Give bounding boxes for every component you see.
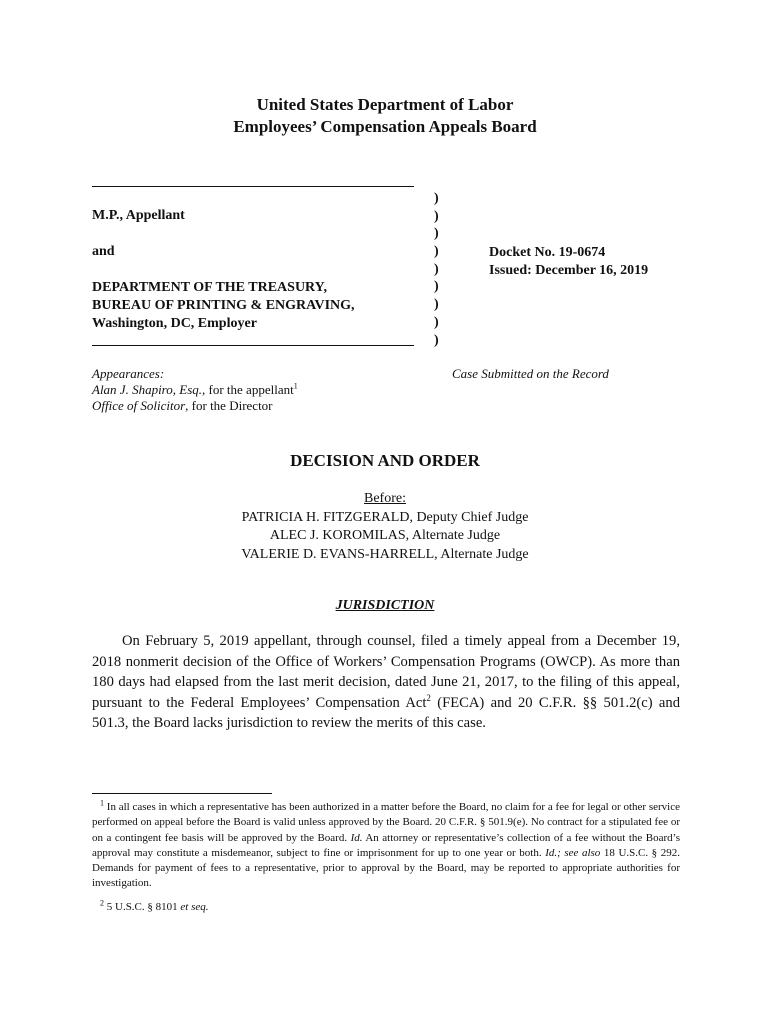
appearances-block [92, 366, 298, 414]
jurisdiction-paragraph [92, 631, 680, 734]
caption-paren: ) [434, 244, 439, 260]
caption-paren: ) [434, 332, 439, 348]
footnote-separator [92, 793, 272, 794]
caption-employer-line1: DEPARTMENT OF THE TREASURY, [92, 280, 327, 295]
appellant-rep-name: Alan J. Shapiro, Esq., [92, 382, 206, 397]
footnote-2-et-seq: et seq. [180, 900, 209, 913]
docket-number: Docket No. 19-0674 [489, 245, 606, 260]
caption-parentheses [434, 190, 439, 349]
caption-paren: ) [434, 297, 439, 313]
document-header [0, 94, 770, 138]
judge-name: PATRICIA H. FITZGERALD, Deputy Chief Judge [241, 509, 529, 525]
footnote-1-number: 1 [100, 798, 104, 808]
caption-paren: ) [434, 279, 439, 295]
caption-employer-line2: BUREAU OF PRINTING & ENGRAVING, [92, 298, 355, 313]
caption-top-rule [92, 186, 414, 187]
footnote-1-text-a: In all cases in which a representative has been authorized in a matter before the Board, no claim for a fee for legal or other service performed on appeal before the Board is valid unless approved by the Board. 20 C.F.R. § 501.9(e). No contract for a stipulated fee or on a contingent fee basis will be approved by the Board. [92, 801, 680, 844]
caption-paren: ) [434, 226, 439, 242]
appearance-director [92, 398, 298, 414]
docket-info [489, 244, 648, 280]
footnote-1-id: Id. [350, 831, 363, 844]
appellant-rep-role: for the appellant [205, 382, 294, 397]
jurisdiction-text-part2: (FECA) and 20 C.F.R. §§ 501.2(c) and 501.3, the Board lacks jurisdiction to review the merits of this case. [92, 694, 680, 731]
appearance-appellant [92, 382, 298, 398]
director-rep-role: , for the Director [185, 398, 273, 413]
footnotes [92, 800, 680, 915]
header-board: Employees’ Compensation Appeals Board [233, 117, 537, 136]
jurisdiction-text-part1: On February 5, 2019 appellant, through counsel, filed a timely appeal from a December 19, 2018 nonmerit decision of the Office of Workers’ Compensation Programs (OWCP). As more than 180 days had elapsed from the last merit decision, dated June 21, 2017, to the filing of this appeal, pursuant to the Federal Employees’ Compensation Act [92, 633, 680, 711]
caption-bottom-rule [92, 345, 414, 346]
footnote-1 [92, 800, 680, 892]
appearances-label: Appearances: [92, 366, 165, 381]
caption-paren: ) [434, 191, 439, 206]
footnote-1-text-c: 18 U.S.C. § 292. Demands for payment of fees to a representative, prior to approval by the Board, may be reported to appropriate authorities for investigation. [92, 846, 680, 890]
case-submitted-note: Case Submitted on the Record [452, 366, 609, 381]
footnote-1-text-b: An attorney or representative’s collection of a fee without the Board’s approval may constitute a misdemeanor, subject to fine or imprisonment for up to one year or both. [92, 831, 680, 859]
director-rep-name: Office of Solicitor [92, 398, 186, 413]
caption-appellant: M.P., Appellant [92, 208, 185, 223]
footnote-ref-2: 2 [426, 692, 431, 703]
caption-paren: ) [434, 314, 439, 330]
caption-paren: ) [434, 261, 439, 277]
before-label: Before: [364, 491, 406, 506]
caption-paren: ) [434, 208, 439, 224]
footnote-2 [92, 900, 680, 915]
caption-employer-line3: Washington, DC, Employer [92, 316, 257, 331]
issued-date: Issued: December 16, 2019 [489, 263, 649, 278]
jurisdiction-heading: JURISDICTION [335, 598, 435, 613]
footnote-ref-1: 1 [293, 381, 298, 391]
footnote-1-id-see-also: Id.; see also [545, 846, 601, 859]
header-agency: United States Department of Labor [256, 95, 514, 114]
document-title: DECISION AND ORDER [290, 451, 480, 470]
judge-name: ALEC J. KOROMILAS, Alternate Judge [269, 528, 501, 543]
footnote-2-text: 5 U.S.C. § 8101 [104, 900, 181, 913]
panel-block [0, 490, 770, 564]
footnote-2-number: 2 [100, 898, 104, 908]
caption-and: and [92, 244, 115, 259]
judge-name: VALERIE D. EVANS-HARRELL, Alternate Judge [241, 546, 529, 562]
